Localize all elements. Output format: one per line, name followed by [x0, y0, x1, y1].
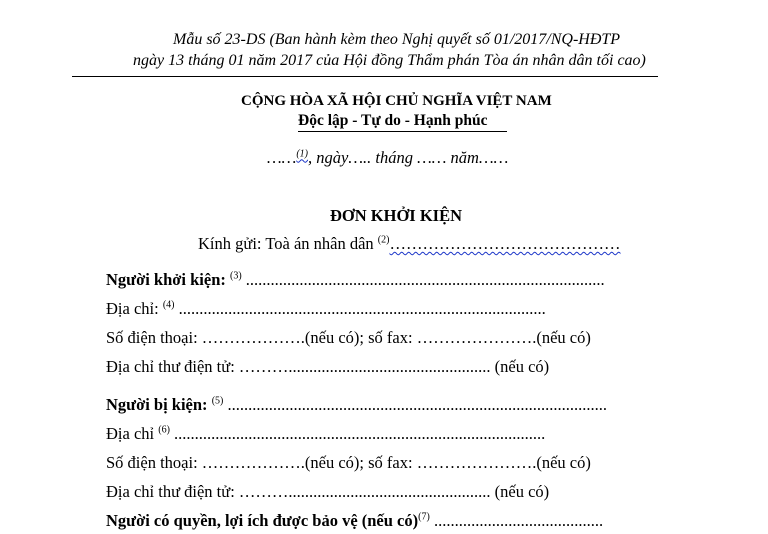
defendant-blank: ............................................................................................ [223, 395, 607, 414]
date-place-blank: …… [267, 148, 297, 167]
date-text: , ngày….. tháng …… năm…… [308, 148, 509, 167]
defendant-address-label: Địa chỉ [106, 424, 155, 443]
plaintiff-phone-line: Số điện thoại: ……………….(nếu có); số fax: ………………….(nếu có) [106, 328, 591, 347]
motto-underline [298, 131, 507, 132]
date-line [267, 148, 508, 168]
form-reference-line-1: Mẫu số 23-DS (Ban hành kèm theo Nghị quyết số 01/2017/NQ-HĐTP [173, 31, 621, 48]
plaintiff-address-label: Địa chỉ: [106, 299, 159, 318]
defendant-address-blank: .......................................................................................... [169, 424, 546, 443]
defendant-label: Người bị kiện: [106, 395, 208, 414]
footnote-6: (6) [158, 424, 170, 436]
defendant-line [106, 395, 607, 415]
footnote-1: (1) [296, 148, 309, 160]
beneficiary-blank: ......................................... [429, 511, 604, 530]
header-divider [72, 76, 658, 77]
beneficiary-label: Người có quyền, lợi ích được bảo vệ (nếu có) [106, 511, 419, 530]
national-title: CỘNG HÒA XÃ HỘI CHỦ NGHĨA VIỆT NAM [241, 93, 552, 109]
addressee-line [198, 234, 620, 254]
footnote-3: (3) [230, 270, 242, 282]
footnote-4: (4) [162, 299, 175, 311]
addressee-blank: …………………………………… [389, 234, 621, 253]
plaintiff-blank: ....................................................................................... [241, 270, 605, 289]
defendant-email-line: Địa chỉ thư điện tử: ………................................................. (nếu có) [106, 482, 550, 501]
form-reference-line-2: ngày 13 tháng 01 năm 2017 của Hội đồng Thẩm phán Tòa án nhân dân tối cao) [133, 52, 646, 69]
footnote-2: (2) [377, 234, 390, 246]
plaintiff-line [106, 270, 605, 290]
footnote-7: (7) [418, 511, 430, 523]
addressee-label: Kính gửi: Toà án nhân dân [198, 234, 378, 253]
national-motto: Độc lập - Tự do - Hạnh phúc [298, 112, 488, 129]
document-title: ĐƠN KHỞI KIỆN [330, 206, 463, 225]
defendant-phone-line: Số điện thoại: ……………….(nếu có); số fax: ………………….(nếu có) [106, 453, 591, 472]
defendant-address-line [106, 424, 545, 444]
footnote-5: (5) [211, 395, 224, 407]
plaintiff-email-line: Địa chỉ thư điện tử: ………................................................. (nếu có) [106, 357, 550, 376]
plaintiff-address-blank: ......................................................................................... [174, 299, 546, 318]
beneficiary-line [106, 511, 603, 531]
plaintiff-label: Người khởi kiện: [106, 270, 226, 289]
plaintiff-address-line [106, 299, 546, 319]
